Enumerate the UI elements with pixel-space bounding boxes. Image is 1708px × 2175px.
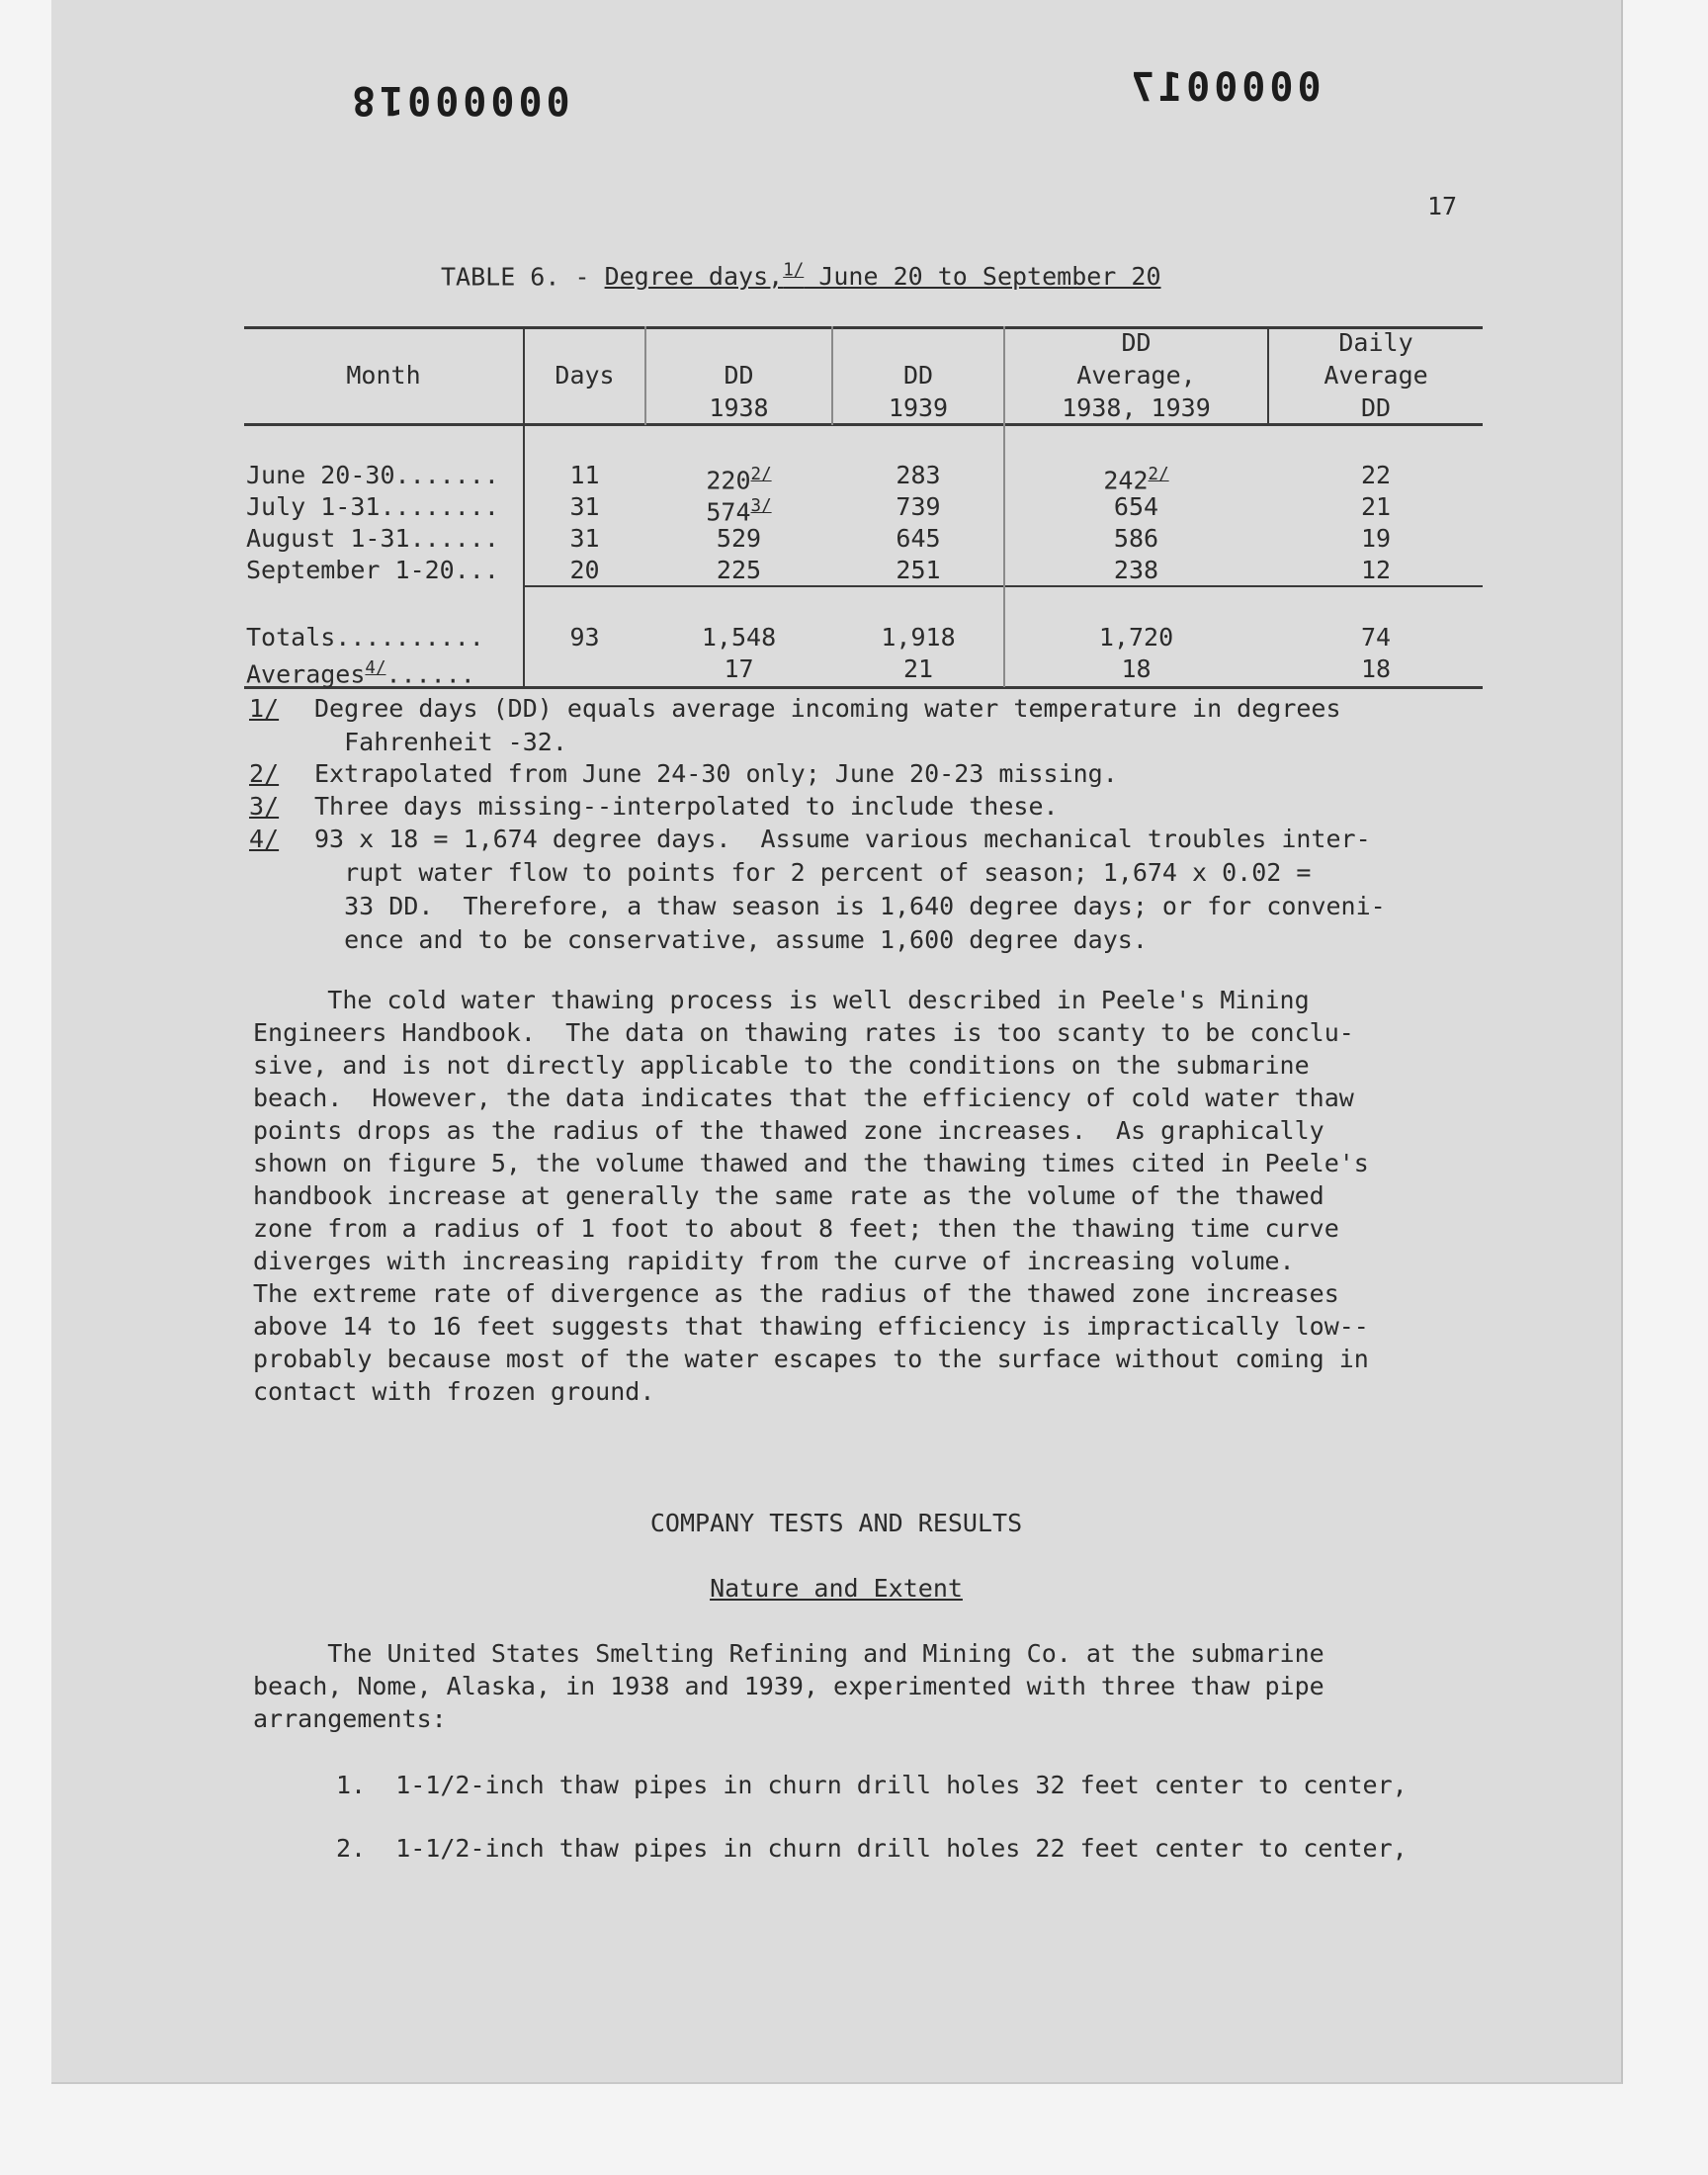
cell-dd-1938: $220^{2/}$ bbox=[706, 465, 772, 495]
footnote-text: 93 x 18 = 1,674 degree days. Assume various mechanical troubles inter- rupt water flow to points for 2 percent of season; 1,674 x 0.02 = 33 DD. Therefore, a thaw season is 1,640 degree days; or for conveni- ence and to be conservative, assume 1,600 degree days. bbox=[314, 825, 1386, 954]
cell-dd-1939: 251 bbox=[896, 556, 941, 584]
header-dd-1938: DD 1938 bbox=[709, 361, 769, 422]
footnote-mark: 1/ bbox=[249, 694, 280, 723]
cell-dd-1939: 645 bbox=[896, 524, 941, 553]
cell-days: 31 bbox=[569, 492, 600, 521]
degree-days-table bbox=[244, 326, 1483, 692]
cell-dd-average: 238 bbox=[1113, 556, 1159, 584]
cell-dd-1938: 225 bbox=[716, 556, 762, 584]
footnote-text: Extrapolated from June 24-30 only; June 20-23 missing. bbox=[314, 759, 1118, 788]
list-item: 1. 1-1/2-inch thaw pipes in churn drill holes 32 feet center to center, bbox=[336, 1771, 1408, 1799]
totals-daily-average: 74 bbox=[1360, 623, 1392, 652]
totals-dd-average: 1,720 bbox=[1098, 623, 1174, 652]
header-days: Days bbox=[555, 361, 615, 390]
footnote-mark: 2/ bbox=[750, 465, 772, 484]
section-heading: COMPANY TESTS AND RESULTS bbox=[649, 1509, 1023, 1537]
cell-daily-average: 22 bbox=[1360, 461, 1392, 489]
cell-month: June 20-30....... bbox=[246, 461, 499, 489]
table-title-footnote-mark: 1/ bbox=[783, 261, 805, 281]
subsection-heading: Nature and Extent bbox=[710, 1574, 963, 1603]
table-title bbox=[441, 261, 1161, 291]
body-paragraph: The cold water thawing process is well described in Peele's Mining Engineers Handbook. The data on thawing rates is too scanty to be conclu- sive, and is not directly applicable to the conditions on the submarine beach. However, the data indicates that the efficiency of cold water thaw points drops as the radius of the thawed zone increases. As graphically shown on figure 5, the volume thawed and the thawing times cited in Peele's handbook increase at generally the same rate as the volume of the thawed zone from a radius of 1 foot to about 8 feet; then the thawing time curve diverges with increasing rapidity from the curve of increasing volume. The extreme rate of divergence as the radius of the thawed zone increases above 14 to 16 feet suggests that thawing efficiency is impractically low-- probably because most of the water escapes to the surface without coming in contact with frozen ground. bbox=[253, 986, 1369, 1406]
table-title-prefix: TABLE 6. - bbox=[441, 262, 605, 292]
cell-dd-average: 586 bbox=[1113, 524, 1159, 553]
cell-dd-average: 654 bbox=[1113, 492, 1159, 521]
cell-daily-average: 19 bbox=[1360, 524, 1392, 553]
averages-dd-average: 18 bbox=[1121, 654, 1152, 683]
header-dd-average: DD Average, 1938, 1939 bbox=[1062, 328, 1211, 422]
cell-dd-1939: 739 bbox=[896, 492, 941, 521]
list-item: 2. 1-1/2-inch thaw pipes in churn drill holes 22 feet center to center, bbox=[336, 1834, 1408, 1863]
cell-days: 11 bbox=[569, 461, 600, 489]
footnote-mark: 4/ bbox=[249, 825, 280, 853]
footnote-mark: 2/ bbox=[1148, 465, 1169, 484]
cell-dd-average: $242^{2/}$ bbox=[1103, 465, 1169, 495]
footnote bbox=[249, 692, 1494, 759]
averages-dd-1939: 21 bbox=[902, 654, 934, 683]
cell-dd-1938: $574^{3/}$ bbox=[706, 496, 772, 527]
totals-label: Totals.......... bbox=[246, 623, 484, 652]
footnote-mark: 3/ bbox=[249, 792, 280, 821]
footnote-mark: 4/ bbox=[365, 658, 386, 678]
footnote bbox=[249, 823, 1494, 957]
footnote-mark: 2/ bbox=[249, 759, 280, 788]
cell-month: August 1-31...... bbox=[246, 524, 499, 553]
totals-days: 93 bbox=[569, 623, 600, 652]
footnote-text: Three days missing--interpolated to include these. bbox=[314, 792, 1059, 821]
cell-dd-1938: 529 bbox=[716, 524, 762, 553]
footnote-mark: 3/ bbox=[750, 496, 772, 516]
header-dd-1939: DD 1939 bbox=[888, 361, 949, 422]
cell-dd-1939: 283 bbox=[896, 461, 941, 489]
page-stamp-left: 00000018 bbox=[348, 77, 570, 123]
page-stamp-right: 0000017 bbox=[1127, 65, 1322, 111]
table-title-main: Degree days,$^{1/}$ June 20 to September 20 bbox=[604, 261, 1161, 292]
page-number: 17 bbox=[1427, 192, 1458, 220]
averages-dd-1938: 17 bbox=[724, 654, 754, 683]
body-paragraph: The United States Smelting Refining and Mining Co. at the submarine beach, Nome, Alaska, in 1938 and 1939, experimented with three thaw pipe arrangements: bbox=[253, 1639, 1324, 1733]
header-daily-average: Daily Average DD bbox=[1324, 328, 1428, 422]
averages-daily-average: 18 bbox=[1360, 654, 1392, 683]
cell-days: 20 bbox=[569, 556, 600, 584]
cell-days: 31 bbox=[569, 524, 600, 553]
averages-label: Averages$^{4/}$...... bbox=[246, 658, 475, 689]
footnote bbox=[249, 790, 1494, 824]
totals-dd-1939: 1,918 bbox=[881, 623, 956, 652]
document-page bbox=[51, 0, 1623, 2084]
header-month: Month bbox=[346, 361, 421, 390]
cell-month: July 1-31........ bbox=[246, 492, 499, 521]
footnote-text: Degree days (DD) equals average incoming water temperature in degrees Fahrenheit -32. bbox=[314, 694, 1341, 756]
footnote bbox=[249, 757, 1494, 791]
totals-dd-1938: 1,548 bbox=[701, 623, 777, 652]
cell-daily-average: 21 bbox=[1360, 492, 1392, 521]
cell-month: September 1-20... bbox=[246, 556, 499, 584]
cell-daily-average: 12 bbox=[1360, 556, 1392, 584]
